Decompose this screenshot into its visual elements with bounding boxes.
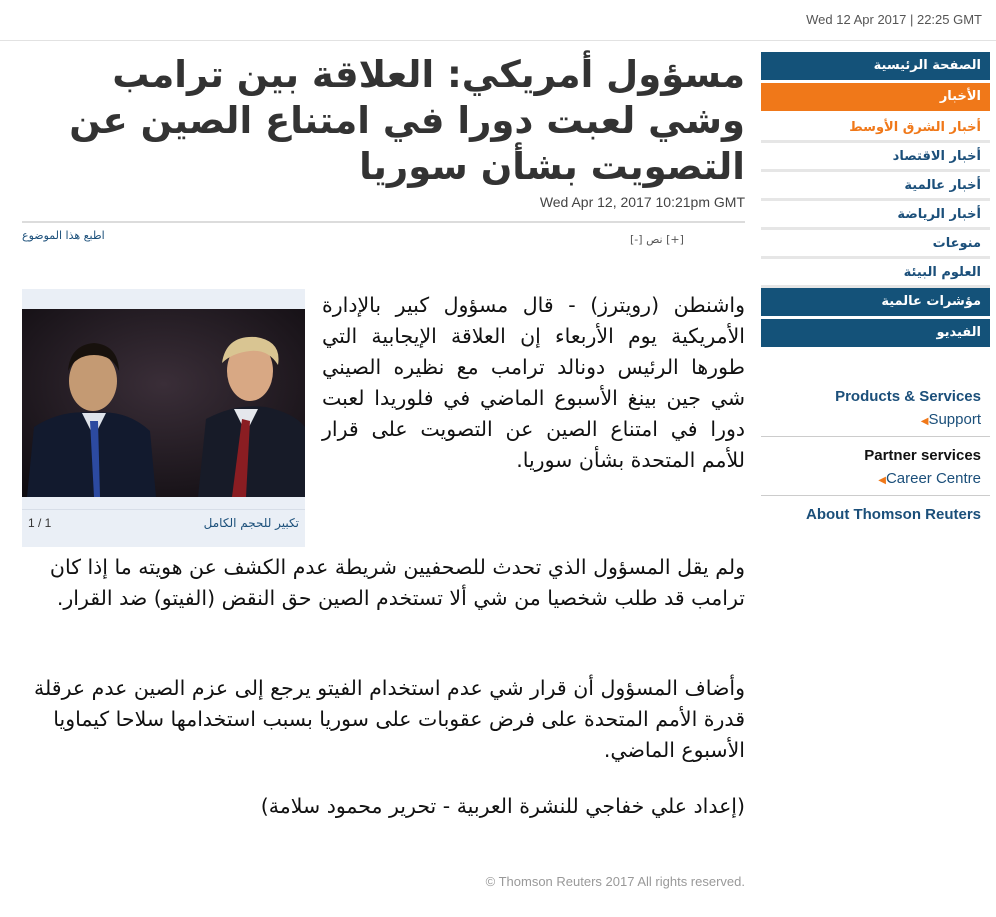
footer-copyright: © Thomson Reuters 2017 All rights reserved. — [485, 874, 745, 889]
nav-item-middle-east[interactable]: أخبار الشرق الأوسط — [761, 114, 990, 143]
headline-divider — [22, 221, 745, 223]
support-link[interactable] — [761, 411, 990, 428]
nav-item-home[interactable]: الصفحة الرئيسية — [761, 52, 990, 83]
publish-date: Wed Apr 12, 2017 10:21pm GMT — [539, 194, 745, 210]
nav-item-economy[interactable]: أخبار الاقتصاد — [761, 143, 990, 172]
font-decrease-button[interactable]: [-] — [630, 233, 643, 246]
font-size-label: نص — [646, 233, 663, 246]
support-link-label: Support — [928, 411, 981, 428]
sidebar-divider — [761, 495, 990, 496]
photo-illustration — [22, 309, 305, 497]
photo-counter: 1 / 1 — [28, 516, 52, 530]
article-paragraph-1: واشنطن (رويترز) - قال مسؤول كبير بالإدارة الأمريكية يوم الأربعاء إن العلاقة الإيجابية التي طورها الرئيس دونالد ترامب مع نظيره الصيني شي جين بينغ الأسبوع الماضي في فلوريدا لعبت دورا في امتناع الصين عن التصويت على قرار للأمم المتحدة بشأن سوريا. — [322, 293, 745, 472]
article-credit: (إعداد علي خفاجي للنشرة العربية - تحرير محمود سلامة) — [260, 794, 745, 818]
career-centre-link-label: Career Centre — [885, 470, 981, 487]
article-paragraph-3: وأضاف المسؤول أن قرار شي عدم استخدام الفيتو يرجع إلى عزم الصين عدم عرقلة قدرة الأمم المتحدة على فرض عقوبات على سوريا بسبب استخدامها سلاحا كيماويا الأسبوع الماضي. — [34, 676, 745, 762]
photo-caption-bar — [22, 509, 305, 540]
arrow-left-icon: ◀ — [920, 416, 929, 427]
sidebar-nav — [761, 52, 990, 350]
career-centre-link[interactable] — [761, 470, 990, 487]
nav-item-sports[interactable]: أخبار الرياضة — [761, 201, 990, 230]
about-thomson-reuters-link[interactable]: About Thomson Reuters — [806, 506, 981, 523]
partner-block — [761, 447, 990, 496]
print-article-link[interactable]: اطبع هذا الموضوع — [22, 229, 105, 242]
sidebar-divider — [761, 436, 990, 437]
photo-module — [22, 289, 305, 547]
article-paragraph-2: ولم يقل المسؤول الذي تحدث للصحفيين شريطة عدم الكشف عن هويته ما إذا كان ترامب قد طلب شخصيا من شي ألا تستخدم الصين حق النقض (الفيتو) ضد القرار. — [49, 555, 745, 610]
article-photo[interactable] — [22, 309, 305, 497]
font-increase-button[interactable]: [+] — [666, 233, 684, 246]
nav-item-world[interactable]: أخبار عالمية — [761, 172, 990, 201]
article-headline: مسؤول أمريكي: العلاقة بين ترامب وشي لعبت دورا في امتناع الصين عن التصويت بشأن سوريا — [69, 53, 745, 188]
nav-item-variety[interactable]: منوعات — [761, 230, 990, 259]
font-size-control — [630, 233, 684, 246]
nav-item-news[interactable]: الأخبار — [761, 83, 990, 114]
nav-item-global-indices[interactable]: مؤشرات عالمية — [761, 288, 990, 319]
top-bar — [0, 0, 996, 41]
arrow-left-icon: ◀ — [878, 475, 886, 486]
enlarge-photo-link[interactable]: تكبير للحجم الكامل — [203, 516, 299, 530]
nav-item-environment[interactable]: العلوم البيئة — [761, 259, 990, 288]
products-services-link[interactable]: Products & Services — [835, 388, 981, 405]
header-datetime: Wed 12 Apr 2017 | 22:25 GMT — [806, 12, 982, 27]
partner-services-heading: Partner services — [864, 447, 981, 464]
about-block — [761, 506, 990, 523]
products-block — [761, 388, 990, 437]
nav-item-video[interactable]: الفيديو — [761, 319, 990, 350]
